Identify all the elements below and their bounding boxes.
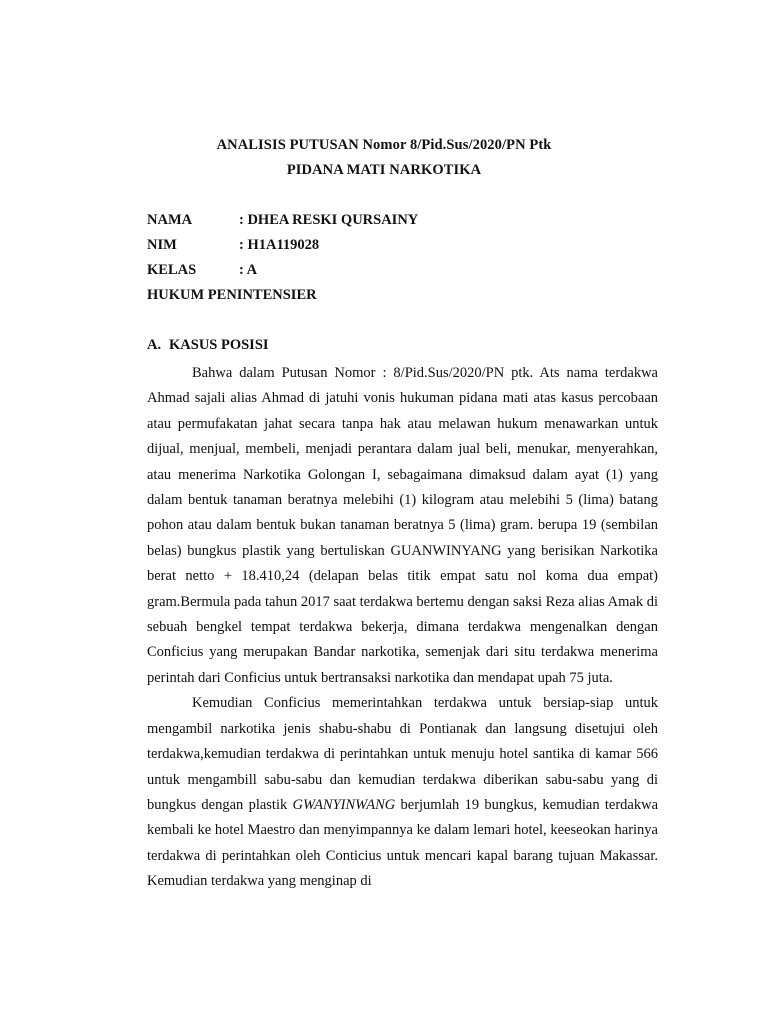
section-number: A.	[147, 337, 162, 353]
meta-row-course	[147, 287, 317, 304]
document-subtitle: PIDANA MATI NARKOTIKA	[286, 162, 482, 178]
paragraph	[147, 691, 658, 894]
meta-value: : DHEA RESKI QURSAINY	[239, 212, 419, 228]
meta-key: NAMA	[147, 212, 193, 228]
paragraph-text: Kemudian Conficius memerintahkan terdakwa untuk bersiap-siap untuk mengambil narkotika jenis shabu-shabu di Pontianak dan langsung disetujui oleh terdakwa,kemudian terdakwa di perintahkan untuk menuju hotel santika di kamar 566 untuk mengambill sabu-sabu dan kemudian terdakwa diberikan sabu-sabu yang di bungkus dengan plastik	[147, 695, 658, 813]
meta-value: : H1A119028	[239, 237, 320, 253]
document-title: ANALISIS PUTUSAN Nomor 8/Pid.Sus/2020/PN Ptk	[216, 137, 552, 153]
section-heading	[147, 337, 269, 354]
meta-value: : A	[239, 262, 258, 278]
meta-key: NIM	[147, 237, 177, 253]
meta-key: KELAS	[147, 262, 197, 278]
section-title: KASUS POSISI	[169, 337, 269, 353]
paragraph-text: berjumlah 19 bungkus, kemudian terdakwa kembali ke hotel Maestro dan menyimpannya ke dalam lemari hotel, keeseokan harinya terdakwa di perintahkan oleh Conticius untuk mencari kapal barang tujuan Makassar. Kemudian terdakwa yang menginap di	[147, 796, 658, 890]
meta-row-kelas	[147, 262, 257, 279]
meta-key: HUKUM PENINTENSIER	[147, 287, 317, 303]
document-body	[147, 361, 658, 895]
meta-row-nama	[147, 212, 418, 229]
italic-term: GWANYINWANG	[292, 796, 396, 813]
meta-row-nim	[147, 237, 319, 254]
paragraph: Bahwa dalam Putusan Nomor : 8/Pid.Sus/2020/PN ptk. Ats nama terdakwa Ahmad sajali alias Ahmad di jatuhi vonis hukuman pidana mati atas kasus percobaan atau permufakatan jahat secara tanpa hak atau melawan hukum menawarkan untuk dijual, menjual, membeli, menjadi perantara dalam jual beli, menukar, menyerahkan, atau menerima Narkotika Golongan I, sebagaimana dimaksud dalam ayat (1) yang dalam bentuk tanaman beratnya melebihi (1) kilogram atau melebihi 5 (lima) batang pohon atau dalam bentuk bukan tanaman beratnya 5 (lima) gram. berupa 19 (sembilan belas) bungkus plastik yang bertuliskan GUANWINYANG yang berisikan Narkotika berat netto + 18.410,24 (delapan belas titik empat satu nol koma dua empat) gram.Bermula pada tahun 2017 saat terdakwa bertemu dengan saksi Reza alias Amak di sebuah bengkel tempat terdakwa bekerja, dimana terdakwa mengenalkan dengan Conficius yang merupakan Bandar narkotika, semenjak dari situ terdakwa menerima perintah dari Conficius untuk bertransaksi narkotika dan mendapat upah 75 juta.	[147, 365, 658, 686]
